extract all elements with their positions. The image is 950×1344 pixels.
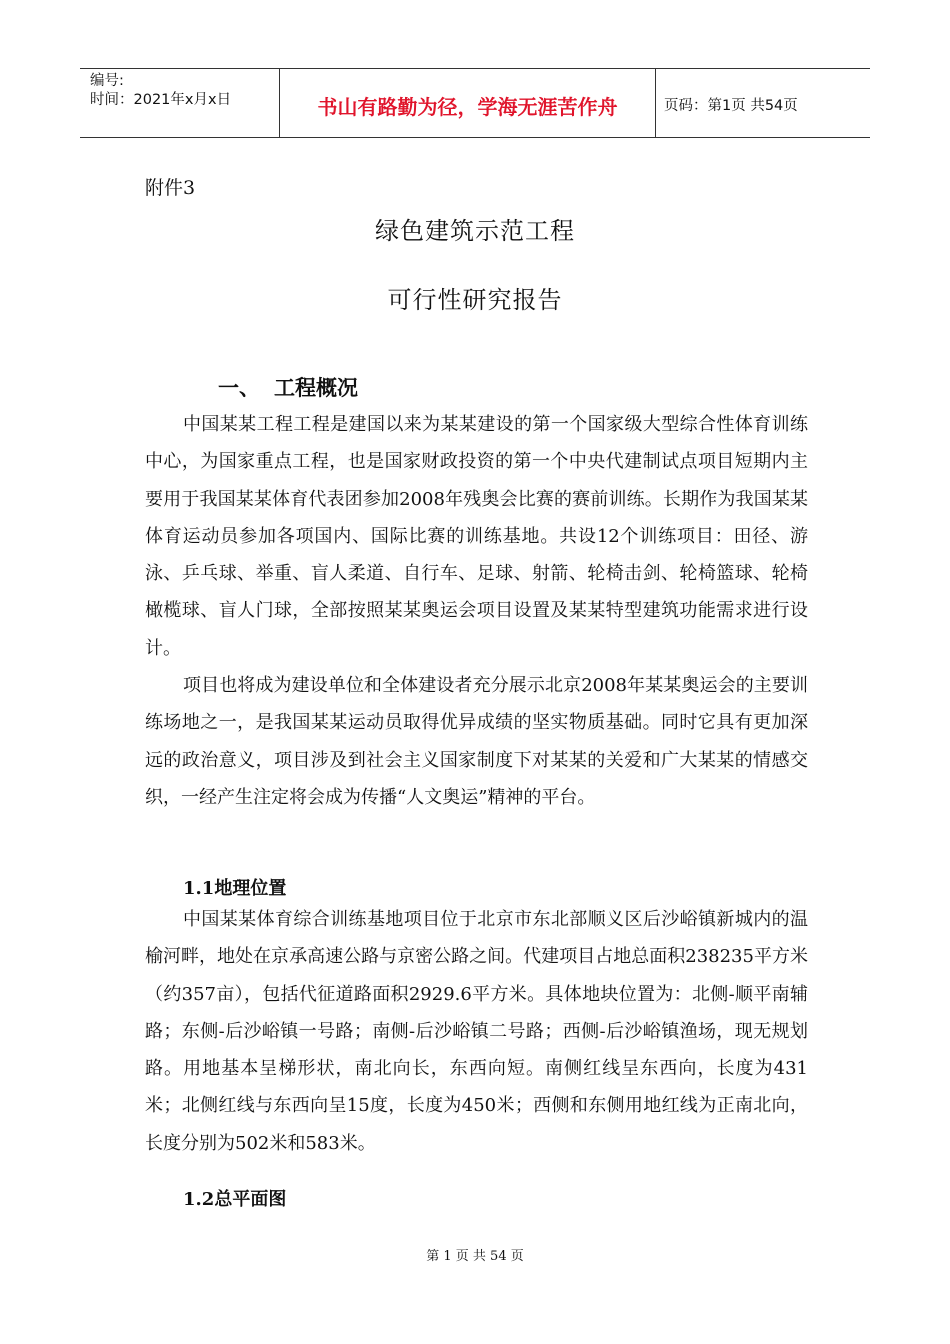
document-title-line2: 可行性研究报告 (387, 286, 563, 314)
paragraph-overview: 中国某某工程工程是建国以来为某某建设的第一个国家级大型综合性体育训练中心，为国家重点工程，也是国家财政投资的第一个中央代建制试点项目短期内主要用于我国某某体育代表团参加2008年残奥会比赛的赛前训练。长期作为我国某某体育运动员参加各项国内、国际比赛的训练基地。共设12个训练项目：田径、游泳、乒乓球、举重、盲人柔道、自行车、足球、射箭、轮椅击剑、轮椅篮球、轮椅橄榄球、盲人门球，全部按照某某奥运会项目设置及某某特型建筑功能需求进行设计。 (145, 414, 808, 659)
paragraph-location: 中国某某体育综合训练基地项目位于北京市东北部顺义区后沙峪镇新城内的温榆河畔，地处在京承高速公路与京密公路之间。代建项目占地总面积238235平方米（约357亩），包括代征道路面积2929.6平方米。具体地块位置为：北侧-顺平南辅路；东侧-后沙峪镇一号路；南侧-后沙峪镇二号路；西侧-后沙峪镇渔场，现无规划路。用地基本呈梯形状，南北向长，东西向短。南侧红线呈东西向，长度为431米；北侧红线与东西向呈15度，长度为450米；西侧和东侧用地红线为正南北向，长度分别为502米和583米。 (145, 909, 808, 1154)
page-info-text: 页码：第1页 共54页 (664, 97, 798, 114)
document-number-label: 编号: (90, 73, 124, 89)
page-header (80, 68, 870, 138)
paragraph-significance: 项目也将成为建设单位和全体建设者充分展示北京2008年某某奥运会的主要训练场地之一，是我国某某运动员取得优异成绩的坚实物质基础。同时它具有更加深远的政治意义，项目涉及到社会主义国家制度下对某某的关爱和广大某某的情感交织，一经产生注定将会成为传播“人文奥运”精神的平台。 (145, 675, 808, 808)
motto-text: 书山有路勤为径，学海无涯苦作舟 (317, 94, 618, 119)
section-number: 一、 (218, 376, 260, 400)
section-title: 工程概况 (274, 376, 358, 400)
attachment-label: 附件3 (145, 177, 196, 199)
document-title-line1: 绿色建筑示范工程 (375, 217, 575, 245)
header-page-info (656, 69, 870, 137)
header-motto (280, 69, 656, 137)
section-heading (218, 372, 358, 402)
subsection-heading-site-plan: 1.2总平面图 (183, 1189, 287, 1210)
document-date: 时间：2021年x月x日 (90, 92, 232, 108)
header-meta (80, 69, 280, 137)
page-footer: 第 1 页 共 54 页 (426, 1249, 524, 1264)
subsection-heading-location: 1.1地理位置 (183, 878, 287, 899)
